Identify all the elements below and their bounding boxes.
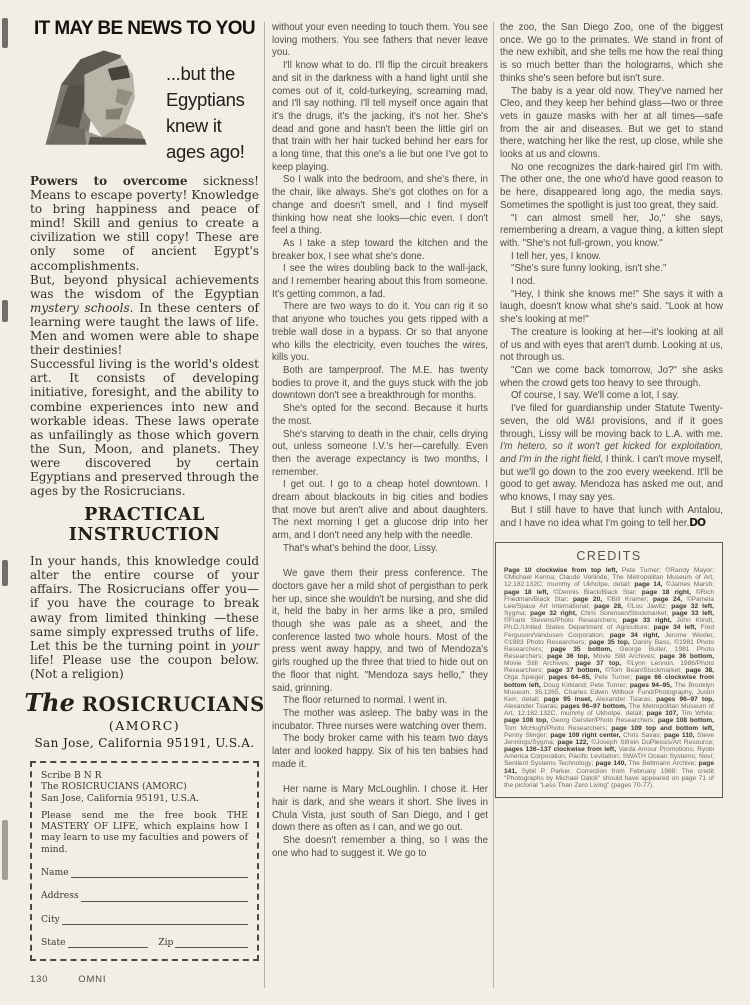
coupon-field-state-zip [41,937,248,948]
city-input-line[interactable] [62,915,248,925]
state-input-line[interactable] [68,938,149,948]
paragraph: I'll know what to do. I'll flip the circuit breakers and sit in the darkness with a hand light until she comes out of it, cold-turkeying, screaming mad, and I'll say nothing. I'll tell myself once again that it's the drugs, it's the jacking, it's not her. She's dead and gone and hasn't been the little girl on that train with her hair tucked behind her ears for a long time, that this one's a lie but one I've got to keep playing. [272,60,488,173]
paragraph: The floor returned to normal. I went in. [283,695,448,707]
paragraph: The mother was asleep. The baby was in the incubator. Three nurses were watching over them. [272,707,488,732]
brand-name-line [24,688,265,717]
paragraph: In your hands, this knowledge could alter the entire course of your affairs. The Rosicrucians offer you—if you have the courage to break away from limited thinking —these same simply expressed truths of life. Let this be the turning point in your life! Please use the coupon below. (Not a religion) [30,554,259,681]
paragraph: So I walk into the bedroom, and she's there, in the chair, like always. She's got clothes on for a change and doesn't smell, and I find myself thinking how neat she looks—chic even. I don't feel a thing. [272,174,488,237]
credits-box [495,542,723,798]
paragraph: Her name is Mary McLoughlin. I chose it. Her hair is dark, and she wears it short. She lives in Chula Vista, just south of San Diego, and I get down there as often as I can, and we go out. [272,784,488,834]
subhead-line: Egyptians [166,89,245,110]
coupon-scribe-line: Scribe B N R [41,770,102,781]
paragraph: I tell her, yes, I know. [511,250,601,262]
credits-body: Page 10 clockwise from top left, Pete Turner; ©Randy Mayor; ©Michael Kenna; Claude Verlinde; The Metropolitan Museum of Art, 12.182.132C; mummy of Ukhotpe, detail; page 14, ©James Marsh; page 18 left, ©Dennis Black/Black Star; page 18 right, ©Rich Friedman/Black Star; page 20, ©Bill Kramer; page 24, ©Pamela Lee/Space Art International; page 28, ©Lou Jawitz; page 32 left, Sygma; page 32 right, Chris Sorensen/Stockmarket; page 33 left, ©Frank Stevens/Photo Researchers; page 33 right, John Klindt, Ph.D./United States Department of Agriculture; page 34 left, Fred Ferguson/Vandusen Corporation; page 34 right, Jerome Wexler, ©1983 Photo Researchers; page 35 top, Danny Bass, ©1981 Photo Researchers; page 35 bottom, George Butler, 1981 Photo Researchers; page 36 top, Movie Still Archives; page 36 bottom, Movie Still Archives; page 37 top, ©Lynn Lennon, 1986/Photo Researchers; page 37 bottom, ©Tom Bean/Stockmarket; page 38, Olga Spiegel; pages 64–65, Pete Turner; page 66 clockwise from bottom left, Doug Kirkland; Pete Turner; pages 94–95, The Brooklyn Museum, 35.1265, Charles Edwin Wilbour Fund/Photography, Justin Kerr, detail; page 95 inset, Alexander Tsiaras; pages 96–97 top, Alexander Tsiaras; pages 96–97 bottom, The Metropolitan Museum of Art, 12.182.132C, mummy of Ukhotpe, detail; page 107, Tim White; page 108 top, Georg Gerster/Photo Researchers; page 108 bottom, Tom McHugh/Photo Researchers; page 109 top and bottom left, Penny Slinger; page 109 right center, Chris Savas; page 110, Steve Jennings/Sygma; page 122, ©Joseph Sifrein DuPlessis/Art Resource; pages 136–137 clockwise from left, Varda Amour Promotions; Ryobi America Corporation; Pacific Levitation; SWATH Ocean Systems; Novi; Sentient Systems Technology; page 140, The Bettmann Archive; page 141, Sybil P. Parker. Correction from February 1988: The credit "Photographs by Michael Datoli" should have appeared on page 71 of the pictorial "Less Than Zero Living" (pages 70-77). [504,567,715,789]
paragraph: I nod. [511,276,536,288]
ad-hero [30,45,259,165]
end-of-story-mark: DO [689,517,706,530]
coupon-request-text: Please send me the free book THE MASTERY OF LIFE, which explains how I may learn to use my faculties and powers of mind. [41,809,248,855]
paragraph: Powers to overcome sickness! Means to escape poverty! Knowledge to bring happiness and peace of mind! Skill and genius to create a civilization we still copy! These are only some of ancient Egypt's accomplishments. [30,174,259,273]
coupon-address-line: San Jose, California 95191, U.S.A. [41,792,200,804]
paragraph: She's opted for the second. Because it hurts the most. [272,403,488,427]
brand-name: ROSICRUCIANS [81,693,265,716]
column-divider-left [264,22,265,988]
coupon-field-address [41,890,248,901]
paragraph: I get out. I go to a cheap hotel downtown. I dream about blackouts in big cities and bodies that move but aren't alive and about daughters. The next morning I get a glucose drip into her arm, and I don't need any help with the needle. [272,479,488,542]
column-divider-right [493,22,494,988]
ad-brand-block [24,688,265,750]
story-column-middle [272,22,488,860]
ad-headline: IT MAY BE NEWS TO YOU [33,18,256,39]
field-label: Name [41,867,69,879]
subhead-line: ages ago! [166,141,245,162]
paragraph: The body broker came with his team two days later and looked happy. Six of his ten babies had made it. [272,733,488,770]
scan-edge-artifacts [0,0,14,1005]
field-label: State [41,936,66,948]
rosicrucians-advertisement [24,18,265,961]
paragraph: She's starving to death in the chair, cells drying out, unless someone I.V.'s her—carefully. Even then the average expectancy is two months, I remember. [272,428,488,478]
page-footer [30,974,106,985]
paragraph: But, beyond physical achievements was the wisdom of the Egyptian mystery schools. In these centers of learning were taught the laws of life. Men and women were able to shape their destinies! [30,272,259,358]
subhead-line: ...but the [166,63,235,84]
paragraph: the zoo, the San Diego Zoo, one of the biggest once. We go to the primates. We stand in front of the new exhibit, and she tells me how the real thing is so much better than the holograms, which she thinks she's seen before but isn't sure. [500,22,723,84]
coupon-field-city [41,914,248,925]
scan-artifact [2,560,8,586]
story-column-right [500,22,723,798]
name-input-line[interactable] [71,868,248,878]
brand-the: The [24,688,75,717]
paragraph: But I still have to have that lunch with Antalou, and I have no idea what I'm going to tell her.DO [500,504,723,530]
paragraph: The baby is a year old now. They've named her Cleo, and they keep her behind glass—two or three vets in gauze masks with her at all times—safe from the air and diseases. But we get to stand there, watching her like the rest, up close, while she looks at us and clowns. [500,85,723,161]
paragraph: "She's sure funny looking, isn't she." [511,263,667,275]
ad-practical-text [30,554,259,681]
paragraph: I've filed for guardianship under Statute Twenty-seven, the old W&I provisions, and if it goes through, Lissy will be moving back to L.A. with me. I'm hetero, so it won't get kicked for exploitation, and I'm in the right field, I think. I can't move myself, but we'll go down to the zoo every weekend. It'll be good to get away. Mendoza has asked me out, and who knows, I may say yes. [500,403,723,504]
scan-artifact [2,18,8,48]
ad-body-text [30,174,259,498]
paragraph: without your even needing to touch them. You see loving mothers. You see fathers that never leave you. [272,22,488,59]
paragraph: Successful living is the world's oldest art. It consists of developing initiative, foresight, and the ability to combine experiences into new and workable ideas. These laws operate as unfailingly as those which govern the Sun, Moon, and planets. They were discovered by certain Egyptians and preserved through the ages by the Rosicrucians. [30,357,259,499]
credits-title: CREDITS [576,549,642,564]
paragraph: The creature is looking at her—it's looking at all of us and with eyes that aren't dumb. Looking at us, not through us. [500,326,723,364]
paragraph: "Can we come back tomorrow, Jo?" she asks when the crowd gets too heavy to see through. [500,364,723,389]
paragraph: Of course, I say. We'll come a lot, I say. [511,390,680,402]
field-label: Zip [158,936,174,948]
brand-address: San Jose, California 95191, U.S.A. [34,736,255,750]
paragraph: She doesn't remember a thing, so I was the one who had to suggest it. We go to [272,834,488,859]
paragraph: Both are tamperproof. The M.E. has twenty bodies to prove it, and the guys stuck with the job downtown don't see a breakthrough for months. [272,364,488,402]
magazine-name: OMNI [78,974,107,985]
scan-artifact [2,820,8,880]
coupon-field-name [41,867,248,878]
ad-subheadline [166,45,245,165]
paragraph: "I can almost smell her, Jo," she says, remembering a dream, a vague thing, a kitten slept with. "She's not full-grown, you know." [500,212,723,249]
paragraph: "Hey, I think she knows me!" She says it with a laugh, doesn't know what she's said. "Look at how she's looking at me!" [500,288,723,326]
story-text-right [500,22,723,531]
scan-artifact [2,300,8,322]
subhead-line: knew it [166,115,222,136]
mail-in-coupon [30,761,259,961]
address-input-line[interactable] [81,892,248,902]
field-label: Address [41,890,79,902]
zip-input-line[interactable] [175,938,248,948]
paragraph: We gave them their press conference. The doctors gave her a mild shot of pergisthan to perk her up, since she wouldn't be nursing, and she did it, held the baby in her arms like a pro, smiled though she was pale as a sheet, and the conference lasted two whole hours. Most of the press went away happy, and two of Mendoza's girls roughed up the three that tried to hide out on the floor that night. "Mendoza says hello," they said, grinning. [272,568,488,694]
paragraph: As I take a step toward the kitchen and the breaker box, I see what she's done. [272,237,488,262]
paragraph: I see the wires doubling back to the wall-jack, and I remember hearing about this from someone. It's getting common, a fad. [272,263,488,300]
ad-section-heading: PRACTICAL INSTRUCTION [68,505,221,546]
sphinx-photo [30,45,166,155]
field-label: City [41,913,60,925]
paragraph: That's what's behind the door, Lissy. [283,542,438,554]
page-number: 130 [30,974,49,985]
brand-amorc: (AMORC) [108,718,181,733]
paragraph: No one recognizes the dark-haired girl I'm with. The other one, the one who'd have good reason to be here, disappeared long ago, the media says. Sometimes the spotlight is just too great, they said. [500,161,723,211]
coupon-org-line: The ROSICRUCIANS (AMORC) [41,781,187,793]
paragraph: There are two ways to do it. You can rig it so that anyone who touches you gets ripped with a treble wall dose in a bypass. Or so that anyone who kills the electricity, even touches the wires, kills you. [272,301,488,364]
